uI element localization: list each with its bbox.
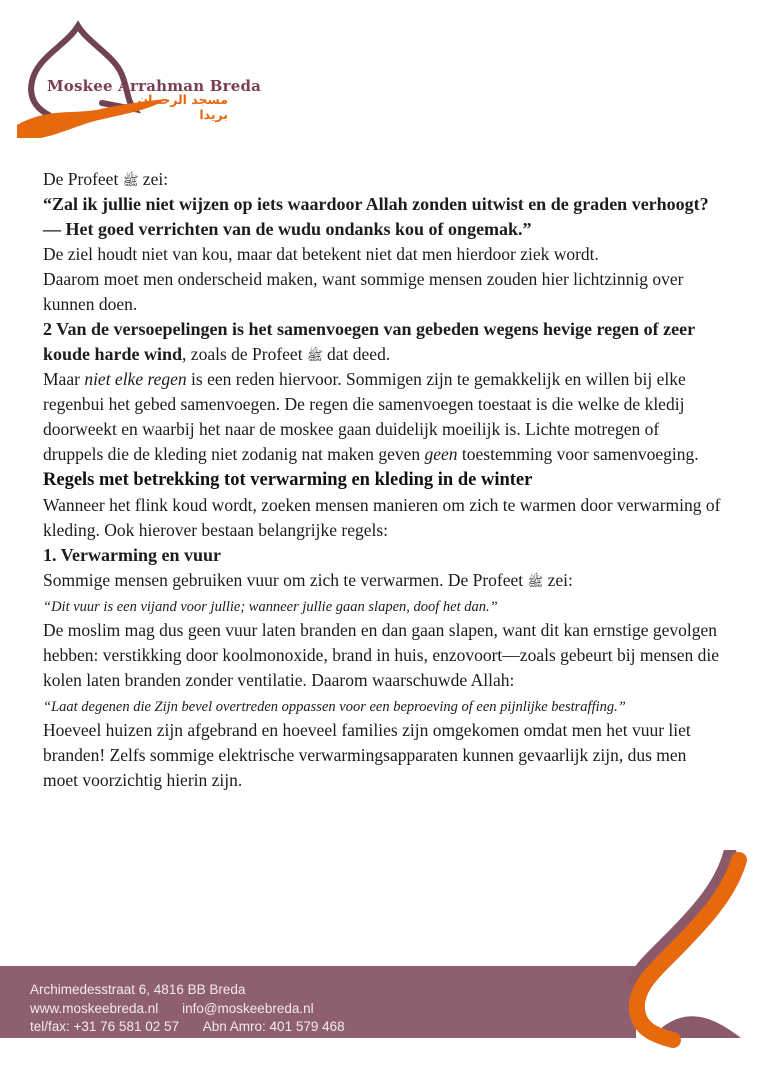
pbuh-symbol: ﷺ xyxy=(306,349,323,364)
footer-web-line xyxy=(30,1000,636,1019)
text-segment: De Profeet xyxy=(43,169,123,189)
text-segment: Daarom moet men onderscheid maken, want sommige mensen zouden hier lichtzinnig over kunnen doen. xyxy=(43,269,684,314)
text-segment: Regels met betrekking tot verwarming en kleding in de winter xyxy=(43,470,533,490)
text-segment: toestemming voor samenvoeging. xyxy=(457,444,699,464)
text-segment: is een reden hiervoor. Sommigen zijn te gemakkelijk en willen bij elke regenbui het gebed samenvoegen. De regen die samenvoegen toestaat is die welke de kledij doorweekt en waarbij het naar de moskee gaan duidelijk moeilijk is. Lichte motregen of druppels die de kleding niet zodanig nat maken geven xyxy=(43,369,686,464)
footer-website: www.moskeebreda.nl xyxy=(30,1000,159,1016)
paragraph-warmen xyxy=(43,493,723,543)
text-segment: “Zal ik jullie niet wijzen op iets waardoor Allah zonden uitwist en de graden verhoogt? — Het goed verrichten van de wudu ondanks kou of ongemak.” xyxy=(43,194,709,239)
logo-title: Moskee Arrahman Breda xyxy=(47,77,262,95)
text-segment: 1. Verwarming en vuur xyxy=(43,545,222,565)
pbuh-symbol: ﷺ xyxy=(122,174,139,189)
footer-corner-ornament xyxy=(593,850,763,1080)
footer-address: Archimedesstraat 6, 4816 BB Breda xyxy=(30,982,246,997)
text-segment: Sommige mensen gebruiken vuur om zich te verwarmen. De Profeet xyxy=(43,570,528,590)
text-segment: geen xyxy=(424,444,458,464)
footer-contact-line xyxy=(30,1018,636,1037)
text-segment: “Dit vuur is een vijand voor jullie; wanneer jullie gaan slapen, doof het dan.” xyxy=(43,599,498,615)
document-body xyxy=(43,167,723,793)
text-segment: , zoals de Profeet xyxy=(182,344,307,364)
paragraph-samenvoegen xyxy=(43,317,723,467)
text-segment: Wanneer het flink koud wordt, zoeken mensen manieren om zich te warmen door verwarming of kleding. Ook hierover bestaan belangrijke regels: xyxy=(43,495,721,540)
text-segment: De moslim mag dus geen vuur laten branden en dan gaan slapen, want dit kan ernstige gevolgen hebben: verstikking door koolmonoxide, brand in huis, enzovoort—zoals gebeurt bij mensen die kolen laten branden zonder ventilatie. Daarom waarschuwde Allah: xyxy=(43,620,720,690)
dome-outline-icon xyxy=(31,26,134,115)
paragraph-wudu xyxy=(43,167,723,317)
text-segment: Maar xyxy=(43,369,85,389)
text-segment: Hoeveel huizen zijn afgebrand en hoeveel families zijn omgekomen omdat men het vuur liet branden! Zelfs sommige elektrische verwarmingsapparaten kunnen gevaarlijk zijn, dus men moet voorzichtig hierin zijn. xyxy=(43,720,691,790)
text-segment: 2 Van de versoepelingen is het samenvoegen van gebeden wegens hevige regen of zeer koude harde wind xyxy=(43,319,695,364)
paragraph-vuur xyxy=(43,543,723,618)
footer-telfax: tel/fax: +31 76 581 02 57 xyxy=(30,1019,179,1034)
footer-bank: Abn Amro: 401 579 468 xyxy=(202,1019,345,1034)
text-segment: dat deed. xyxy=(322,344,391,364)
text-segment: niet elke regen xyxy=(84,369,187,389)
footer-email: info@moskeebreda.nl xyxy=(182,1000,314,1016)
text-segment: zei: xyxy=(138,169,169,189)
pbuh-symbol: ﷺ xyxy=(527,575,544,590)
footer-band xyxy=(0,966,636,1038)
text-segment: De ziel houdt niet van kou, maar dat betekent niet dat men hierdoor ziek wordt. xyxy=(43,244,599,264)
mosque-logo xyxy=(0,0,300,160)
text-segment: zei: xyxy=(543,570,573,590)
text-segment: “Laat degenen die Zijn bevel overtreden oppassen voor een beproeving of een pijnlijke bestraffing.” xyxy=(43,699,626,715)
paragraph-gevaar xyxy=(43,618,723,793)
heading-verwarming xyxy=(43,467,723,493)
logo-arabic-name: مسجد الرحمان بريدا xyxy=(137,92,228,122)
